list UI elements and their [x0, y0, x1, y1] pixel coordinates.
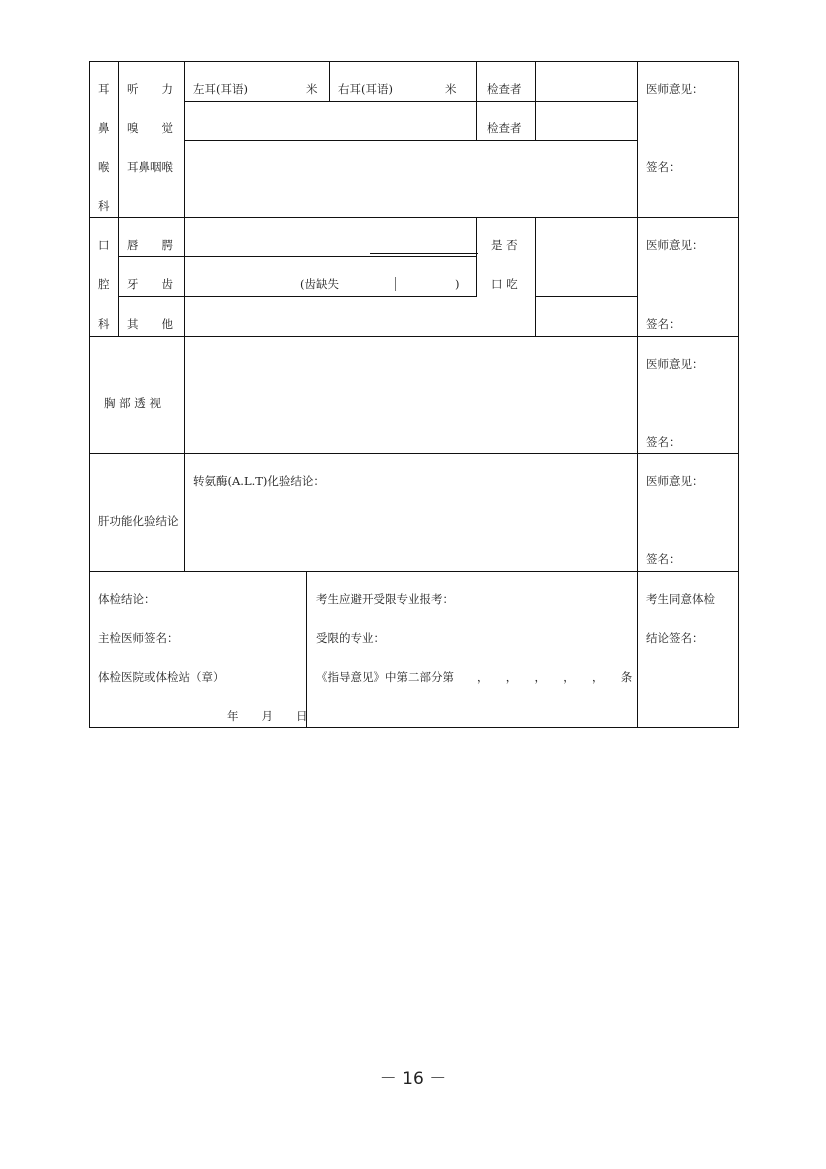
vline [329, 61, 330, 102]
doctor-opinion-label: 医师意见： [646, 357, 704, 371]
vline [637, 61, 638, 728]
ent-throat-label: 耳鼻咽喉 [127, 160, 173, 174]
oral-dept-char: 口 [98, 238, 110, 252]
examiner-label: 检查者 [487, 121, 522, 135]
stutter-label: 口 吃 [491, 277, 518, 291]
doctor-opinion-label: 医师意见： [646, 238, 704, 252]
restricted-majors-label: 受限的专业： [316, 631, 385, 645]
exam-result-label: 体检结论： [98, 592, 156, 606]
other-label: 其 他 [127, 317, 173, 331]
hline [89, 336, 739, 337]
vline [476, 61, 477, 141]
vline [89, 61, 90, 728]
chief-doctor-sign-label: 主检医师签名： [98, 631, 179, 645]
hline [89, 453, 739, 454]
page-number: － 16 － [379, 1069, 447, 1089]
missing-teeth-open: (齿缺失 [300, 277, 339, 291]
vline [535, 61, 536, 141]
hearing-label: 听 力 [127, 82, 173, 96]
signature-label: 签名： [646, 317, 681, 331]
smell-label: 嗅 觉 [127, 121, 173, 135]
alt-result-label: 转氨酶(A.L.T)化验结论： [193, 474, 325, 488]
doctor-opinion-label: 医师意见： [646, 474, 704, 488]
oral-dept-char: 腔 [98, 277, 110, 291]
liver-function-label: 肝功能化验结论 [98, 514, 179, 528]
teeth-label: 牙 齿 [127, 277, 173, 291]
vline [738, 61, 739, 728]
vline [395, 277, 396, 291]
hline [535, 296, 637, 297]
examiner-label: 检查者 [487, 82, 522, 96]
vline [118, 61, 119, 218]
stutter-label: 是 否 [491, 238, 518, 252]
signature-label: 签名： [646, 435, 681, 449]
hline [118, 256, 477, 257]
vline [184, 61, 185, 572]
hline [370, 253, 478, 254]
hline [89, 727, 739, 728]
hospital-stamp-label: 体检医院或体检站（章） [98, 670, 225, 684]
doctor-opinion-label: 医师意见： [646, 82, 704, 96]
missing-teeth-close: ) [455, 277, 460, 291]
meter-unit: 米 [445, 82, 457, 96]
oral-dept-char: 科 [98, 317, 110, 331]
ent-dept-char: 鼻 [98, 121, 110, 135]
vline [476, 217, 477, 297]
chest-xray-label: 胸 部 透 视 [104, 396, 161, 410]
vline [306, 571, 307, 728]
avoid-majors-label: 考生应避开受限专业报考： [316, 592, 454, 606]
date-label: 年 月 日 [227, 709, 308, 723]
ent-dept-char: 科 [98, 199, 110, 213]
hline [89, 61, 739, 62]
hline [89, 217, 739, 218]
lips-label: 唇 腭 [127, 238, 173, 252]
hline [184, 101, 637, 102]
right-ear-label: 右耳(耳语) [338, 82, 393, 96]
signature-label: 签名： [646, 160, 681, 174]
hline [89, 571, 739, 572]
vline [118, 217, 119, 337]
vline [535, 217, 536, 337]
hline [184, 140, 637, 141]
left-ear-label: 左耳(耳语) [193, 82, 248, 96]
hline [118, 296, 477, 297]
ent-dept-char: 喉 [98, 160, 110, 174]
meter-unit: 米 [306, 82, 318, 96]
candidate-agree-label: 结论签名： [646, 631, 704, 645]
ent-dept-char: 耳 [98, 82, 110, 96]
guide-reference-label: 《指导意见》中第二部分第 ， ， ， ， ， 条 [316, 670, 633, 684]
signature-label: 签名： [646, 552, 681, 566]
candidate-agree-label: 考生同意体检 [646, 592, 715, 606]
